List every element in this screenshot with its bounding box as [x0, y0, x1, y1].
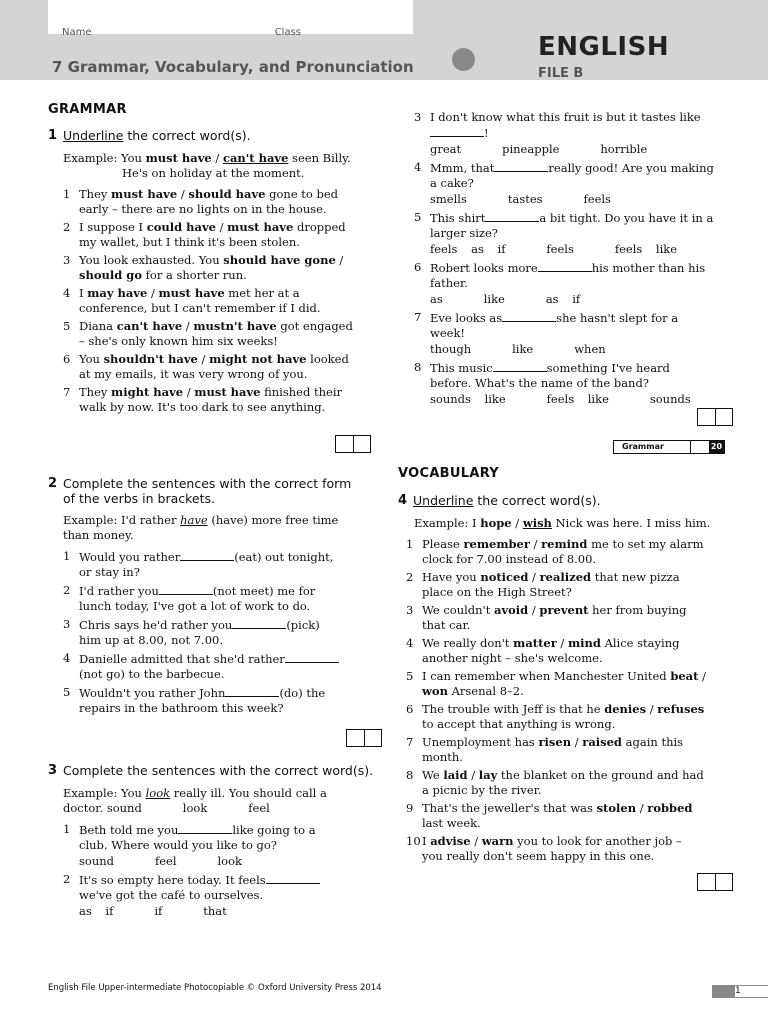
list-item: [63, 549, 343, 580]
option-a[interactable]: may have: [87, 286, 148, 300]
example: [63, 151, 378, 181]
option-b[interactable]: must have: [194, 385, 261, 399]
item-options: smells tastes feels: [430, 192, 611, 206]
item-number: 1: [406, 537, 414, 551]
question-1: [48, 128, 378, 418]
item-number: 7: [63, 385, 71, 399]
item-text: looked at my emails, it was very wrong of you.: [79, 352, 349, 381]
option-b[interactable]: might not have: [209, 352, 307, 366]
item-number: 2: [63, 583, 71, 597]
item-text: finished their walk by now. It's too dark to see anything.: [79, 385, 343, 414]
answer-blank[interactable]: [159, 583, 213, 595]
answer-blank[interactable]: [502, 310, 556, 322]
item-text: you to look for another job – you really don't seem happy in this one.: [422, 834, 682, 863]
item-number: 4: [63, 651, 71, 665]
item-text: a bit tight. Do you have it in a larger size?: [430, 211, 714, 240]
option-a[interactable]: risen: [538, 735, 572, 749]
item-text: Beth told me you: [79, 823, 179, 837]
item-text: Have you: [422, 570, 481, 584]
item-number: 6: [63, 352, 71, 366]
item-text: The trouble with Jeff is that he: [422, 702, 605, 716]
item-text: It's so empty here today. It feels: [79, 873, 266, 887]
separator: /: [556, 636, 568, 650]
question-number: 3: [48, 763, 58, 778]
question-number: 4: [398, 493, 408, 508]
item-number: 6: [406, 702, 414, 716]
item-number: 3: [63, 253, 71, 267]
example-label: Example:: [414, 516, 469, 530]
option-b[interactable]: should have: [188, 187, 266, 201]
item-text: I don't know what this fruit is but it tastes like: [430, 110, 701, 124]
option-b[interactable]: refuses: [657, 702, 705, 716]
item-text: This shirt: [430, 211, 486, 225]
list-item: [406, 570, 706, 600]
list-item: [406, 669, 706, 699]
separator: /: [528, 603, 540, 617]
item-number: 7: [406, 735, 414, 749]
item-text: I'd rather you: [79, 584, 159, 598]
item-number: 5: [63, 319, 71, 333]
item-number: 1: [63, 549, 71, 563]
list-item: [63, 352, 359, 382]
separator: /: [646, 702, 658, 716]
item-text: !: [484, 126, 489, 140]
grammar-total-value: 20: [710, 442, 723, 451]
list-item: [63, 872, 343, 919]
list-item: [414, 210, 714, 257]
option-a[interactable]: avoid: [494, 603, 529, 617]
item-text: met her at a conference, but I can't remember if I did.: [79, 286, 321, 315]
item-text: that new pizza place on the High Street?: [422, 570, 680, 599]
item-text: (pick) him up at 8.00, not 7.00.: [79, 618, 320, 647]
list-item: [63, 286, 359, 316]
example: [414, 516, 728, 531]
answer-blank[interactable]: [266, 872, 320, 884]
list-item: [63, 617, 343, 648]
option-a[interactable]: denies: [604, 702, 647, 716]
example-option: hope: [480, 516, 512, 530]
item-text: I: [79, 286, 88, 300]
item-text: we've got the café to ourselves.: [79, 888, 264, 902]
option-a[interactable]: can't have: [116, 319, 183, 333]
question-4: [398, 493, 728, 867]
example-text: I'd rather: [121, 513, 181, 527]
name-label: Name: [62, 27, 92, 38]
separator: /: [177, 187, 189, 201]
item-text: Would you rather: [79, 550, 181, 564]
instruction-text: Complete the sentences with the correct word(s).: [63, 763, 374, 778]
item-text: Danielle admitted that she'd rather: [79, 652, 285, 666]
item-number: 5: [406, 669, 414, 683]
score-box[interactable]: [346, 729, 382, 747]
item-text: really good! Are you making a cake?: [430, 161, 714, 190]
item-number: 10: [406, 834, 421, 848]
item-text: You look exhausted. You: [79, 253, 224, 267]
item-number: 1: [63, 187, 71, 201]
item-text: gone to bed early – there are no lights on in the house.: [79, 187, 339, 216]
option-a[interactable]: must have: [111, 187, 178, 201]
item-text: They: [79, 187, 112, 201]
question-1-items: [63, 187, 359, 415]
list-item: [63, 822, 343, 869]
item-text: They: [79, 385, 112, 399]
list-item: [414, 110, 714, 157]
example-text: seen Billy.: [288, 151, 351, 165]
example-label: Example:: [63, 786, 118, 800]
separator: /: [215, 220, 228, 234]
item-text: We really don't: [422, 636, 514, 650]
item-number: 5: [63, 685, 71, 699]
item-options: sounds like feels like sounds: [430, 392, 691, 406]
page-number-text: 1: [735, 986, 741, 996]
answer-blank[interactable]: [494, 160, 548, 172]
item-text: like going to a club. Where would you like to go?: [79, 823, 316, 852]
list-item: [406, 768, 706, 798]
answer-blank[interactable]: [485, 210, 539, 222]
example: [63, 786, 333, 816]
separator: /: [183, 385, 195, 399]
example-text: You: [121, 151, 146, 165]
option-b[interactable]: robbed: [647, 801, 693, 815]
list-item: [406, 702, 706, 732]
option-a[interactable]: matter: [513, 636, 557, 650]
item-text: something I've heard before. What's the name of the band?: [430, 361, 670, 390]
separator: /: [335, 253, 344, 267]
option-b[interactable]: prevent: [539, 603, 589, 617]
item-number: 4: [406, 636, 414, 650]
list-item: [406, 603, 706, 633]
score-box[interactable]: [697, 408, 733, 426]
separator: /: [470, 834, 482, 848]
separator: /: [197, 352, 210, 366]
item-text: We couldn't: [422, 603, 494, 617]
instruction-underline: Underline: [413, 493, 474, 508]
item-text: You: [79, 352, 104, 366]
option-a[interactable]: shouldn't have: [103, 352, 198, 366]
example-text: I: [472, 516, 481, 530]
grammar-title: GRAMMAR: [48, 102, 127, 117]
list-item: [63, 583, 343, 614]
item-number: 7: [414, 310, 422, 324]
option-b[interactable]: mustn't have: [193, 319, 277, 333]
question-number: 2: [48, 476, 58, 491]
question-4-items: [406, 537, 706, 864]
option-a[interactable]: should have gone: [223, 253, 336, 267]
example-label: Example:: [63, 513, 118, 527]
list-item: [414, 160, 714, 207]
brand-subtitle: FILE B: [538, 66, 584, 81]
instruction-underline: Underline: [63, 128, 124, 143]
item-text: Please: [422, 537, 464, 551]
item-options: as like as if: [430, 292, 581, 306]
item-number: 6: [414, 260, 422, 274]
item-options: though like when: [430, 342, 606, 356]
score-box[interactable]: [697, 873, 733, 891]
footer-copyright: English File Upper-intermediate Photocopiable © Oxford University Press 2014: [48, 983, 382, 993]
item-number: 5: [414, 210, 422, 224]
option-a[interactable]: could have: [146, 220, 216, 234]
instruction-text: the correct word(s).: [473, 493, 601, 508]
list-item: [63, 187, 359, 217]
example-label: Example:: [63, 151, 118, 165]
item-text: I can remember when Manchester United: [422, 669, 671, 683]
option-b[interactable]: warn: [481, 834, 514, 848]
separator: /: [467, 768, 479, 782]
option-b[interactable]: lay: [478, 768, 498, 782]
item-text: Arsenal 8–2.: [447, 684, 524, 698]
separator: /: [571, 735, 583, 749]
item-text: last week.: [422, 816, 481, 830]
item-text: Unemployment has: [422, 735, 539, 749]
list-item: [414, 260, 714, 307]
list-item: [406, 834, 706, 864]
question-3-items-continued: [414, 110, 714, 410]
item-text: I: [422, 834, 431, 848]
example-option: must have: [145, 151, 212, 165]
list-item: [63, 319, 359, 349]
answer-blank[interactable]: [225, 685, 279, 697]
option-b[interactable]: must have: [227, 220, 294, 234]
item-text: Alice staying another night – she's welcome.: [422, 636, 680, 665]
list-item: [406, 636, 706, 666]
item-text: Eve looks as: [430, 311, 503, 325]
unit-title: 7 Grammar, Vocabulary, and Pronunciation: [52, 58, 414, 76]
item-text: his mother than his father.: [430, 261, 706, 290]
list-item: [406, 801, 706, 831]
item-number: 8: [406, 768, 414, 782]
grammar-total: [613, 440, 725, 454]
separator: /: [528, 570, 540, 584]
list-item: [414, 310, 714, 357]
example-text: (have) more free time than money.: [63, 513, 339, 542]
option-b[interactable]: mind: [567, 636, 601, 650]
separator: /: [211, 151, 223, 165]
brand-logo: ENGLISH: [538, 32, 670, 62]
item-text: Diana: [79, 319, 117, 333]
list-item: [63, 253, 359, 283]
option-b[interactable]: raised: [582, 735, 622, 749]
example-options: sound look feel: [106, 801, 270, 815]
item-text: Chris says he'd rather you: [79, 618, 233, 632]
question-number: 1: [48, 128, 58, 143]
circle-icon: [452, 48, 475, 71]
option-a[interactable]: remember: [463, 537, 530, 551]
answer-blank[interactable]: [232, 617, 286, 629]
item-number: 9: [406, 801, 414, 815]
item-text: (eat) out tonight, or stay in?: [79, 550, 334, 579]
option-a[interactable]: laid: [443, 768, 468, 782]
option-a[interactable]: noticed: [480, 570, 529, 584]
item-text: the blanket on the ground and had a picnic by the river.: [422, 768, 704, 797]
example: [63, 513, 353, 543]
option-b[interactable]: must have: [158, 286, 225, 300]
item-text: That's the jeweller's that was: [422, 801, 597, 815]
example-answer: wish: [522, 516, 552, 530]
divider: [690, 441, 691, 453]
item-number: 3: [63, 617, 71, 631]
option-a[interactable]: might have: [111, 385, 184, 399]
item-text: (not go) to the barbecue.: [79, 667, 225, 681]
example-text: Nick was here. I miss him.: [551, 516, 711, 530]
item-text: Robert looks more: [430, 261, 538, 275]
item-number: 3: [414, 110, 422, 124]
list-item: [63, 685, 343, 716]
answer-blank[interactable]: [285, 651, 339, 663]
item-text: Mmm, that: [430, 161, 495, 175]
item-number: 1: [63, 822, 71, 836]
vocabulary-title: VOCABULARY: [398, 466, 500, 481]
item-text: I suppose I: [79, 220, 147, 234]
item-text: Wouldn't you rather John: [79, 686, 226, 700]
item-number: 4: [63, 286, 71, 300]
item-number: 8: [414, 360, 422, 374]
item-text: she hasn't slept for a week!: [430, 311, 679, 340]
answer-blank[interactable]: [430, 125, 484, 137]
example-text: really ill. You should call a doctor.: [63, 786, 327, 815]
item-text: We: [422, 768, 444, 782]
item-text: (not meet) me for lunch today, I've got a lot of work to do.: [79, 584, 316, 613]
item-number: 3: [406, 603, 414, 617]
question-2-items: [63, 549, 343, 716]
separator: /: [529, 537, 542, 551]
answer-blank[interactable]: [538, 260, 592, 272]
question-3-items: [63, 822, 343, 919]
answer-blank[interactable]: [178, 822, 232, 834]
separator: /: [636, 801, 648, 815]
list-item: [63, 651, 343, 682]
separator: /: [511, 516, 523, 530]
list-item: [63, 220, 359, 250]
item-text: for a shorter run.: [142, 268, 247, 282]
item-text: to accept that anything is wrong.: [422, 717, 616, 731]
answer-blank[interactable]: [493, 360, 547, 372]
list-item: [63, 385, 359, 415]
list-item: [406, 537, 706, 567]
item-options: sound feel look: [79, 854, 242, 868]
item-number: 4: [414, 160, 422, 174]
separator: /: [698, 669, 706, 683]
example-answer: have: [180, 513, 208, 527]
example-text: He's on holiday at the moment.: [122, 166, 305, 180]
option-b[interactable]: should go: [79, 268, 142, 282]
option-a[interactable]: stolen: [596, 801, 637, 815]
example-text: You: [121, 786, 146, 800]
item-text: (do) the repairs in the bathroom this week?: [79, 686, 326, 715]
option-b[interactable]: won: [422, 684, 448, 698]
answer-blank[interactable]: [180, 549, 234, 561]
list-item: [406, 735, 706, 765]
grammar-total-label: Grammar: [622, 442, 664, 451]
option-b[interactable]: realized: [539, 570, 592, 584]
example-answer: can't have: [222, 151, 289, 165]
class-label: Class: [274, 27, 302, 38]
question-3: [48, 763, 378, 922]
item-options: as if if that: [79, 904, 227, 918]
score-box[interactable]: [335, 435, 371, 453]
separator: /: [147, 286, 159, 300]
option-a[interactable]: beat: [670, 669, 699, 683]
option-b[interactable]: remind: [541, 537, 588, 551]
option-a[interactable]: advise: [430, 834, 471, 848]
question-2: [48, 476, 378, 719]
item-text: again this month.: [422, 735, 684, 764]
item-number: 2: [63, 872, 71, 886]
page-number: [735, 986, 768, 997]
instruction-text: Complete the sentences with the correct form of the verbs in brackets.: [63, 476, 352, 506]
item-options: great pineapple horrible: [430, 142, 648, 156]
item-number: 2: [63, 220, 71, 234]
item-text: her from buying that car.: [422, 603, 687, 632]
item-number: 2: [406, 570, 414, 584]
item-options: feels as if feels feels like: [430, 242, 678, 256]
item-text: This music: [430, 361, 493, 375]
separator: /: [182, 319, 194, 333]
item-text: got engaged – she's only known him six weeks!: [79, 319, 353, 348]
item-text: me to set my alarm clock for 7.00 instead of 8.00.: [422, 537, 704, 566]
item-text: dropped my wallet, but I think it's been stolen.: [79, 220, 346, 249]
name-class-labels: [62, 27, 382, 38]
instruction-text: the correct word(s).: [123, 128, 251, 143]
list-item: [414, 360, 714, 407]
example-answer: look: [145, 786, 171, 800]
